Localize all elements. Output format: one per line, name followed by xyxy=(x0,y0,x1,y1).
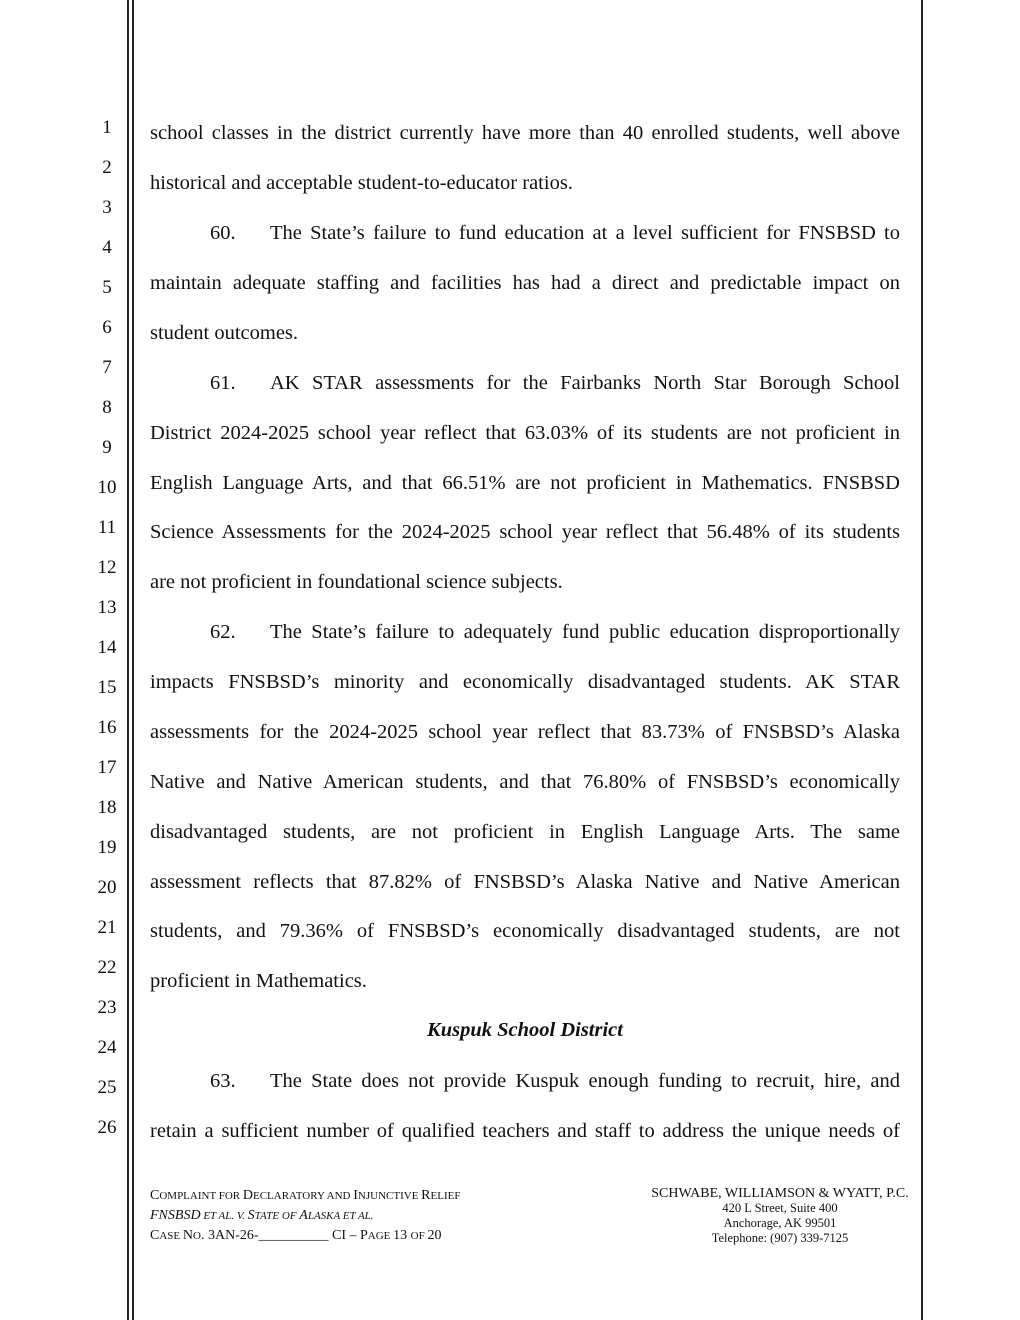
paragraph-number: 63. xyxy=(210,1070,236,1092)
footer-address-2: Anchorage, AK 99501 xyxy=(723,1216,837,1230)
line-number: 23 xyxy=(97,997,117,1018)
paragraph-number: 60. xyxy=(210,222,236,244)
text-line: retain a sufficient number of qualified teachers and staff to address the unique needs of xyxy=(150,1120,900,1142)
paragraph-number: 62. xyxy=(210,621,236,643)
text-line: 62. The State’s failure to adequately fund public education disproportionally xyxy=(210,621,900,643)
line-number: 14 xyxy=(97,637,117,658)
line-number: 25 xyxy=(97,1077,117,1098)
text-line: impacts FNSBSD’s minority and economically disadvantaged students. AK STAR xyxy=(150,671,900,693)
line-number: 19 xyxy=(97,837,117,858)
text-line: District 2024-2025 school year reflect that 63.03% of its students are not proficient in xyxy=(150,422,900,444)
text-line: assessment reflects that 87.82% of FNSBSD’s Alaska Native and Native American xyxy=(150,871,900,893)
line-number: 4 xyxy=(102,237,112,258)
line-number: 13 xyxy=(97,597,117,618)
right-margin-rule xyxy=(921,0,923,1320)
text-line: student outcomes. xyxy=(150,322,299,344)
line-number: 21 xyxy=(97,917,117,938)
line-number: 16 xyxy=(97,717,117,738)
text-line: assessments for the 2024-2025 school year reflect that 83.73% of FNSBSD’s Alaska xyxy=(150,721,900,743)
line-number: 15 xyxy=(97,677,117,698)
line-number: 18 xyxy=(97,797,117,818)
line-number: 5 xyxy=(102,277,112,298)
text-line: are not proficient in foundational science subjects. xyxy=(150,571,563,593)
text-line: 61. AK STAR assessments for the Fairbanks North Star Borough School xyxy=(210,372,900,394)
footer-case-line: CASE NO. 3AN-26-__________ CI – PAGE 13 OF 20 xyxy=(150,1228,442,1243)
footer-address-1: 420 L Street, Suite 400 xyxy=(722,1201,838,1215)
line-number: 10 xyxy=(97,477,117,498)
line-number: 17 xyxy=(97,757,117,778)
text-line: 60. The State’s failure to fund education at a level sufficient for FNSBSD to xyxy=(210,222,900,244)
line-number: 24 xyxy=(97,1037,117,1058)
paragraph-number: 61. xyxy=(210,372,236,394)
text-line: Native and Native American students, and that 76.80% of FNSBSD’s economically xyxy=(150,771,900,793)
left-margin-rule-1 xyxy=(127,0,129,1320)
text-line: students, and 79.36% of FNSBSD’s economically disadvantaged students, are not xyxy=(150,920,900,942)
text-line: disadvantaged students, are not proficient in English Language Arts. The same xyxy=(150,821,900,843)
line-number: 6 xyxy=(102,317,112,338)
line-number: 2 xyxy=(102,157,112,178)
footer-firm-block xyxy=(650,1186,910,1246)
line-number: 20 xyxy=(97,877,117,898)
line-number: 12 xyxy=(97,557,117,578)
line-number: 11 xyxy=(97,517,117,538)
line-number: 7 xyxy=(102,357,112,378)
footer-phone: Telephone: (907) 339-7125 xyxy=(711,1231,849,1245)
text-line: school classes in the district currently have more than 40 enrolled students, well above xyxy=(150,122,900,144)
line-number: 22 xyxy=(97,957,117,978)
footer-caption xyxy=(150,1186,460,1246)
text-line: proficient in Mathematics. xyxy=(150,970,367,992)
footer-parties-line: FNSBSD ET AL. V. STATE OF ALASKA ET AL. xyxy=(150,1208,374,1223)
line-number: 3 xyxy=(102,197,112,218)
left-margin-rule-2 xyxy=(132,0,134,1320)
text-line: 63. The State does not provide Kuspuk enough funding to recruit, hire, and xyxy=(210,1070,900,1092)
footer-title-line: COMPLAINT FOR DECLARATORY AND INJUNCTIVE RELIEF xyxy=(150,1188,461,1203)
text-line: maintain adequate staffing and facilities has had a direct and predictable impact on xyxy=(150,272,900,294)
section-heading: Kuspuk School District xyxy=(427,1019,623,1041)
footer-firm-name: SCHWABE, WILLIAMSON & WYATT, P.C. xyxy=(651,1186,909,1201)
line-number: 9 xyxy=(102,437,112,458)
line-number: 26 xyxy=(97,1117,117,1138)
line-number: 1 xyxy=(102,117,112,138)
text-line: Science Assessments for the 2024-2025 school year reflect that 56.48% of its students xyxy=(150,521,900,543)
text-line: English Language Arts, and that 66.51% are not proficient in Mathematics. FNSBSD xyxy=(150,472,900,494)
line-number: 8 xyxy=(102,397,112,418)
text-line: historical and acceptable student-to-educator ratios. xyxy=(150,172,573,194)
